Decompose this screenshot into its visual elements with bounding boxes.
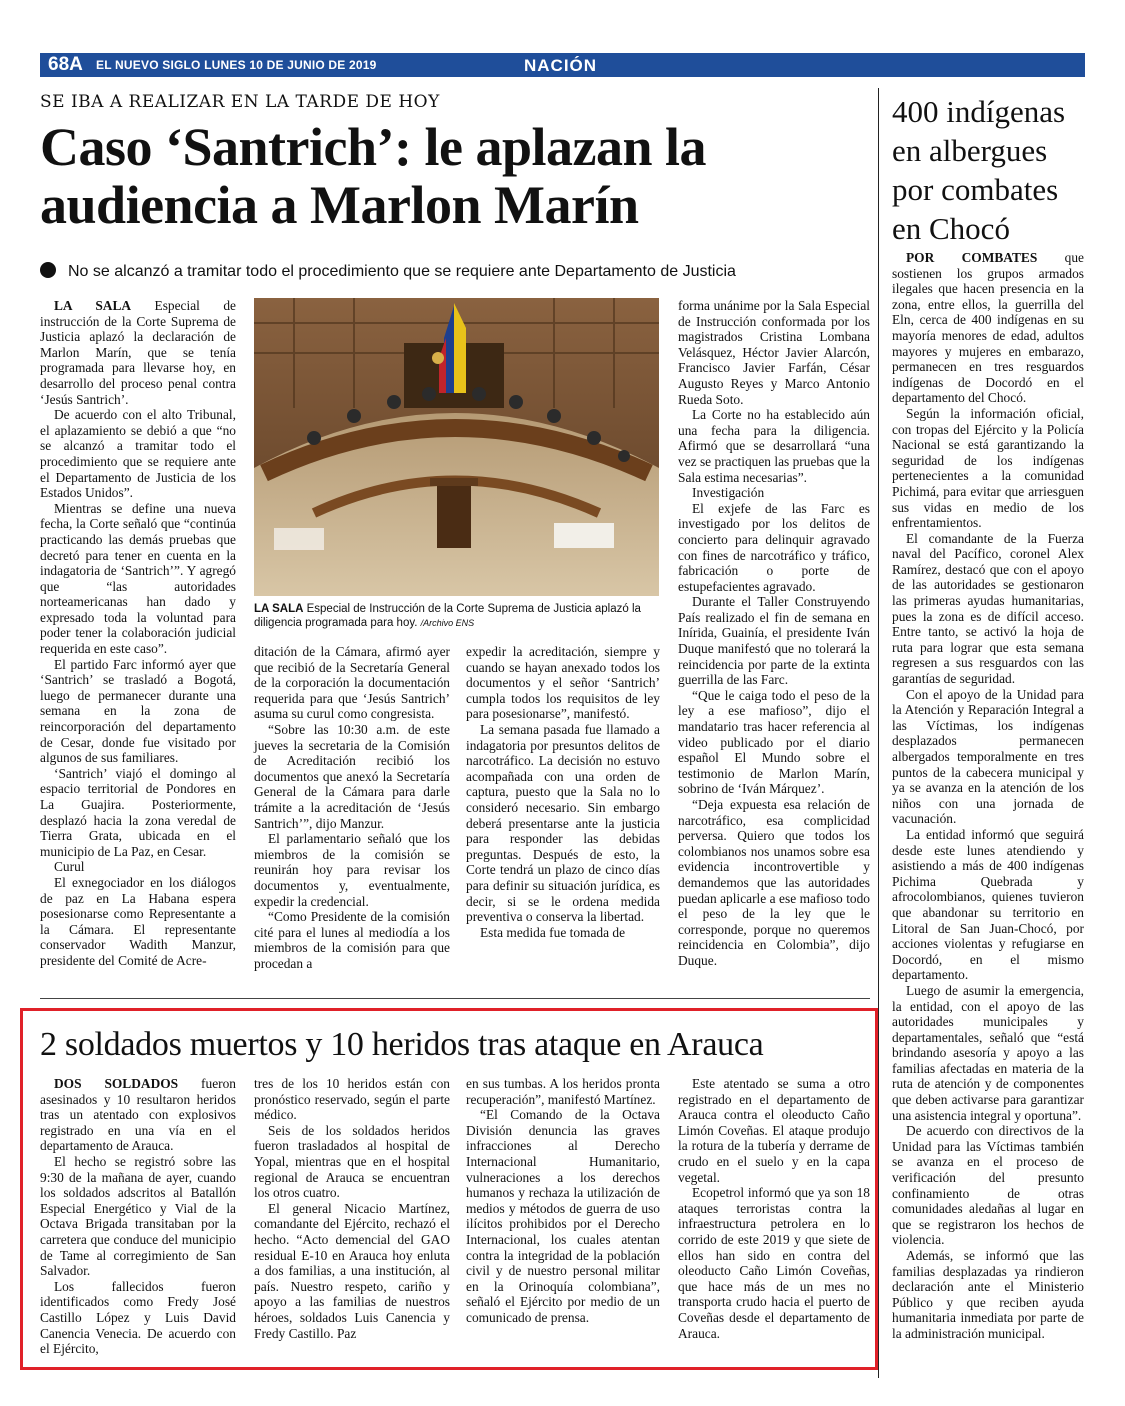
paragraph xyxy=(40,407,236,501)
paragraph-text: ditación de la Cámara, afirmó ayer que recibió de la Secretaría General de la corporación la documentación requerida para que ‘Jesús Santrich’ asuma su curul como congresista. xyxy=(254,644,450,722)
column-divider xyxy=(878,88,879,1378)
photo-caption xyxy=(254,602,659,630)
paragraph xyxy=(254,831,450,909)
paragraph xyxy=(254,1076,450,1123)
caption-lead: LA SALA xyxy=(254,603,304,615)
paragraph-text: Seis de los soldados heridos fueron trasladados al hospital de Yopal, mientras que en el hospital regional de Arauca se encuentran los otros cuatro. xyxy=(254,1122,450,1201)
main-col-4 xyxy=(678,298,870,969)
paragraph-text: La Corte no ha establecido aún una fecha para la diligencia. Afirmó que se desarrollará “una vez se practiquen las pruebas que la Sala estima necesarias”. xyxy=(678,407,870,485)
caption-text: Especial de Instrucción de la Corte Suprema de Justicia aplazó la diligencia programada para hoy. xyxy=(254,603,641,629)
paragraph xyxy=(678,594,870,688)
paragraph-text: La entidad informó que seguirá desde este lunes atendiendo y asistiendo a más de 400 indígenas Pichima Quebrada y afrocolombianos, quienes tuvieron que abandonar su territorio en Litoral de San Juan-Chocó, por acciones violentas y refugiarse en Docordó, en el mismo departamento. xyxy=(892,826,1084,983)
main-col-2 xyxy=(254,644,450,971)
paragraph-text: en sus tumbas. A los heridos pronta recuperación”, manifestó Martínez. xyxy=(466,1076,660,1107)
newspaper-name-date: EL NUEVO SIGLO LUNES 10 DE JUNIO DE 2019 xyxy=(96,58,377,72)
paragraph-text: El comandante de la Fuerza naval del Pacífico, coronel Alex Ramírez, destacó que con el apoyo de las autoridades se gestionaron las primeras ayudas humanitarias, pues la zona es de difícil acceso. Entre tanto, se activó la hoja de ruta para lograr que esta semana regresen a sus resguardos con las garantías de seguridad. xyxy=(892,530,1084,687)
paragraph-text: “El Comando de la Octava División denuncia las graves infracciones al Derecho Internacional Humanitario, vulneraciones a los derechos humanos y rechaza la utilización de medios y métodos de guerra de uso ilícitos prohibidos por el Derecho Internacional, los cuales atentan contra la integridad de la población civil y de nuestro personal militar en la Orinoquía colombiana”, señaló el Ejército por medio de un comunicado de prensa. xyxy=(466,1107,660,1325)
paragraph xyxy=(678,1076,870,1185)
paragraph xyxy=(892,406,1084,531)
main-kicker: SE IBA A REALIZAR EN LA TARDE DE HOY xyxy=(40,92,440,112)
paragraph xyxy=(254,722,450,831)
main-col-3 xyxy=(466,644,660,940)
photo-credit: /Archivo ENS xyxy=(420,618,475,628)
main-deck-text: No se alcanzó a tramitar todo el procedimiento que se requiere ante Departamento de Justicia xyxy=(68,263,736,280)
paragraph-text: Durante el Taller Construyendo País realizado el fin de semana en Inírida, Guainía, el presidente Iván Duque manifestó que no tolerará la reincidencia por parte de la extinta guerrilla de las Farc. xyxy=(678,594,870,688)
paragraph xyxy=(40,501,236,657)
paragraph-text: Los fallecidos fueron identificados como Fredy José Castillo López y Luis David Canencia Venecia. De acuerdo con el Ejército, xyxy=(40,1278,236,1357)
paragraph xyxy=(678,298,870,407)
boxed-col-2 xyxy=(254,1076,450,1341)
lead-in: POR COMBATES xyxy=(906,250,1038,265)
paragraph xyxy=(892,1123,1084,1248)
paragraph-text: Con el apoyo de la Unidad para la Atención y Reparación Integral a las Víctimas, los indígenas desplazados permanecen albergados temporalmente en tres puntos de la cabecera municipal y ya se avanza en la atención de los niños con una jornada de vacunación. xyxy=(892,686,1084,827)
section-title: NACIÓN xyxy=(524,56,598,75)
subhead: Investigación xyxy=(692,485,765,501)
paragraph-text: El hecho se registró sobre las 9:30 de la mañana de ayer, cuando los soldados adscritos al Batallón Especial Energético y Vial de la Octava Brigada transitaban por la carretera que conduce del municipio de Tame al corregimiento de San Salvador. xyxy=(40,1153,236,1279)
court-photo xyxy=(254,298,659,596)
paragraph-text: ‘Santrich’ viajó el domingo al espacio territorial de Pondores en La Guajira. Posteriormente, desplazó hacia la zona veredal de Tierra Grata, ubicada en el municipio de La Paz, en Cesar. xyxy=(40,765,236,859)
paragraph-text: “Deja expuesta esa relación de narcotráfico, esa complicidad perversa. Quiero que todos los colombianos nos unamos sobre esa evidencia incontrovertible y demandemos que las autoridades puedan aplicarle a ese mafioso todo el peso de la ley que le corresponde, porque no queremos reincidencia en Colombia”, dijo Duque. xyxy=(678,797,870,968)
paragraph-text: forma unánime por la Sala Especial de Instrucción conformada por los magistrados Cristina Lombana Velásquez, Héctor Javier Alarcón, Francisco Javier Farfán, César Augusto Reyes y Marco Antonio Rueda Soto. xyxy=(678,298,870,407)
paragraph-text: tres de los 10 heridos están con pronóstico reservado, según el parte médico. xyxy=(254,1076,450,1123)
paragraph xyxy=(254,909,450,971)
paragraph xyxy=(40,1279,236,1357)
courtroom-illustration xyxy=(254,298,659,596)
paragraph xyxy=(40,657,236,766)
horizontal-rule xyxy=(40,998,870,999)
paragraph-text: Además, se informó que las familias desplazadas ya rindieron declaración ante el Ministerio Público y que reciben ayuda humanitaria inmediata por parte de la administración municipal. xyxy=(892,1248,1084,1341)
page-number: 68A xyxy=(48,54,83,75)
paragraph-text: El parlamentario señaló que los miembros de la comisión se reunirán hoy para revisar los documentos y, eventualmente, expedir la credencial. xyxy=(254,831,450,909)
paragraph xyxy=(892,687,1084,827)
boxed-col-4 xyxy=(678,1076,870,1341)
subhead: Curul xyxy=(54,859,85,875)
paragraph xyxy=(40,298,236,407)
paragraph-text: Luego de asumir la emergencia, la entidad, con el apoyo de las autoridades municipales y departamentales, señaló que “está brindando asesoría y apoyo a las familias afectadas en materia de la ruta de atención y de componentes que deben activarse para garantizar una asistencia integral y oportuna”. xyxy=(892,982,1084,1123)
main-deck xyxy=(40,262,870,281)
paragraph xyxy=(254,1123,450,1201)
paragraph-text: De acuerdo con directivos de la Unidad para las Víctimas también se avanza en el proceso de verificación del presunto confinamiento de otras comunidades aledañas al lugar en que se registraron los hechos de violencia. xyxy=(892,1123,1084,1248)
paragraph-text: El partido Farc informó ayer que ‘Santrich’ se trasladó a Bogotá, luego de permanecer durante una semana en la zona de reincorporación del departamento de Cesar, donde fue visitado por algunos de sus familiares. xyxy=(40,656,236,766)
paragraph-text: Especial de instrucción de la Corte Suprema de Justicia aplazó la declaración de Marlon Marín, que se tenía programada para llevarse hoy, en desarrollo del proceso penal contra ‘Jesús Santrich’. xyxy=(40,298,236,407)
boxed-col-1 xyxy=(40,1076,236,1357)
lead-in: LA SALA xyxy=(54,298,132,313)
paragraph xyxy=(466,1107,660,1325)
paragraph xyxy=(892,250,1084,406)
paragraph-text: Mientras se define una nueva fecha, la Corte señaló que “continúa practicando las demás pruebas que decretó para tener en cuenta en la indagatoria de ‘Santrich’”. Y agregó que “las autoridades norteamericanas han dado y expresado toda la voluntad para poder tener la colaboración judicial requerida en este caso”. xyxy=(40,500,236,657)
paragraph xyxy=(466,644,660,722)
paragraph xyxy=(678,407,870,485)
main-col-1 xyxy=(40,298,236,969)
paragraph xyxy=(892,983,1084,1123)
paragraph-text: “Que le caiga todo el peso de la ley a ese mafioso”, dijo el mandatario tras hacer referencia al video publicado por el diario español El Mundo sobre el testimonio de Marlon Marín, sobrino de ‘Iván Márquez’. xyxy=(678,687,870,797)
lead-in: DOS SOLDADOS xyxy=(54,1076,179,1091)
paragraph-text: Este atentado se suma a otro registrado en el departamento de Arauca contra el oleoducto Caño Limón Coveñas. El ataque produjo la rotura de la tubería y derrame de crudo en el suelo y en la capa vegetal. xyxy=(678,1076,870,1185)
paragraph xyxy=(40,766,236,860)
paragraph xyxy=(466,925,660,941)
boxed-headline: 2 soldados muertos y 10 heridos tras ataque en Arauca xyxy=(40,1026,764,1063)
paragraph-text: expedir la acreditación, siempre y cuando se hayan anexado todos los documentos y el señor ‘Santrich’ cumpla todos los requisitos de ley para posesionarse”, manifestó. xyxy=(466,644,660,722)
paragraph-text: Ecopetrol informó que ya son 18 ataques terroristas contra la infraestructura petrolera en lo corrido de este 2019 y que siete de ellos han sido en contra del oleoducto Caño Limón Coveñas, que hace más de un mes no transporta crudo hacia el puerto de Coveñas desde el departamento de Arauca. xyxy=(678,1185,870,1341)
paragraph-text: “Como Presidente de la comisión cité para el lunes al mediodía a los miembros de la comisión para que procedan a xyxy=(254,909,450,971)
paragraph xyxy=(678,688,870,797)
paragraph xyxy=(892,1248,1084,1342)
paragraph xyxy=(892,827,1084,983)
paragraph xyxy=(40,875,236,969)
bullet-icon xyxy=(40,262,56,278)
paragraph-text: El general Nicacio Martínez, comandante del Ejército, rechazó el hecho. “Acto demencial del GAO residual E-10 en Arauca hoy enluta a dos familias, a una institución, al país. Nuestro respeto, cariño y apoyo a las familias de nuestros héroes, soldados Luis Canencia y Fredy Castillo. Paz xyxy=(254,1200,450,1341)
paragraph-text: fueron asesinados y 10 resultaron heridos tras un atentado con explosivos registrado en una vía en el departamento de Arauca. xyxy=(40,1076,236,1154)
paragraph xyxy=(254,1201,450,1341)
paragraph xyxy=(466,1076,660,1107)
paragraph xyxy=(40,1154,236,1279)
paragraph-text: que sostienen los grupos armados ilegales que hacen presencia en la zona, entre ellos, la guerrilla del Eln, cerca de 400 indígenas en su mayoría menores de edad, adultos mayores y mujeres en embarazo, permanecen en tres resguardos indígenas de Docordó en el departamento del Chocó. xyxy=(892,250,1084,406)
paragraph-text: Esta medida fue tomada de xyxy=(480,924,626,940)
paragraph xyxy=(892,531,1084,687)
paragraph xyxy=(678,501,870,595)
section-masthead-bar xyxy=(40,53,1085,77)
main-headline: Caso ‘Santrich’: le aplazan la audiencia a Marlon Marín xyxy=(40,117,706,235)
paragraph-text: La semana pasada fue llamado a indagatoria por presuntos delitos de narcotráfico. La decisión no estuvo acompañada con una orden de captura, puesto que la Sala no lo consideró necesario. Sin embargo deberá presentarse ante la justicia para responder las debidas preguntas. Después de esto, la Corte tendrá un plazo de cinco días para definir su situación jurídica, es decir, si se le ordena medida preventiva o conserva la libertad. xyxy=(466,721,660,925)
paragraph xyxy=(40,1076,236,1154)
paragraph xyxy=(466,722,660,925)
side-headline: 400 indígenas en albergues por combates en Chocó xyxy=(892,94,1066,246)
paragraph-text: El exnegociador en los diálogos de paz en La Habana espera posesionarse como Representante a la Cámara. El representante conservador Wadith Manzur, presidente del Comité de Acre- xyxy=(40,874,236,968)
paragraph-text: De acuerdo con el alto Tribunal, el aplazamiento se debió a que “no se alcanzó a tramitar todo el procedimiento que se requiere ante el Departamento de Justicia de los Estados Unidos”. xyxy=(40,407,236,501)
paragraph xyxy=(678,797,870,969)
boxed-col-3 xyxy=(466,1076,660,1326)
paragraph-text: El exjefe de las Farc es investigado por los delitos de concierto para delinquir agravado con fines de narcotráfico y tráfico, fabricación o porte de estupefacientes agravado. xyxy=(678,500,870,594)
paragraph-text: “Sobre las 10:30 a.m. de este jueves la secretaria de la Comisión de Acreditación recibió los documentos que anexó la Secretaría General de la Cámara para darle trámite a la acreditación de ‘Jesús Santrich’”, dijo Manzur. xyxy=(254,721,450,831)
paragraph-text: Según la información oficial, con tropas del Ejército y la Policía Nacional se está garantizando la seguridad de los indígenas pertenecientes a la comunidad Pichimá, para evitar que arriesguen sus vidas en medio de los enfrentamientos. xyxy=(892,405,1084,531)
side-body xyxy=(892,250,1084,1342)
paragraph xyxy=(678,1185,870,1341)
paragraph xyxy=(254,644,450,722)
